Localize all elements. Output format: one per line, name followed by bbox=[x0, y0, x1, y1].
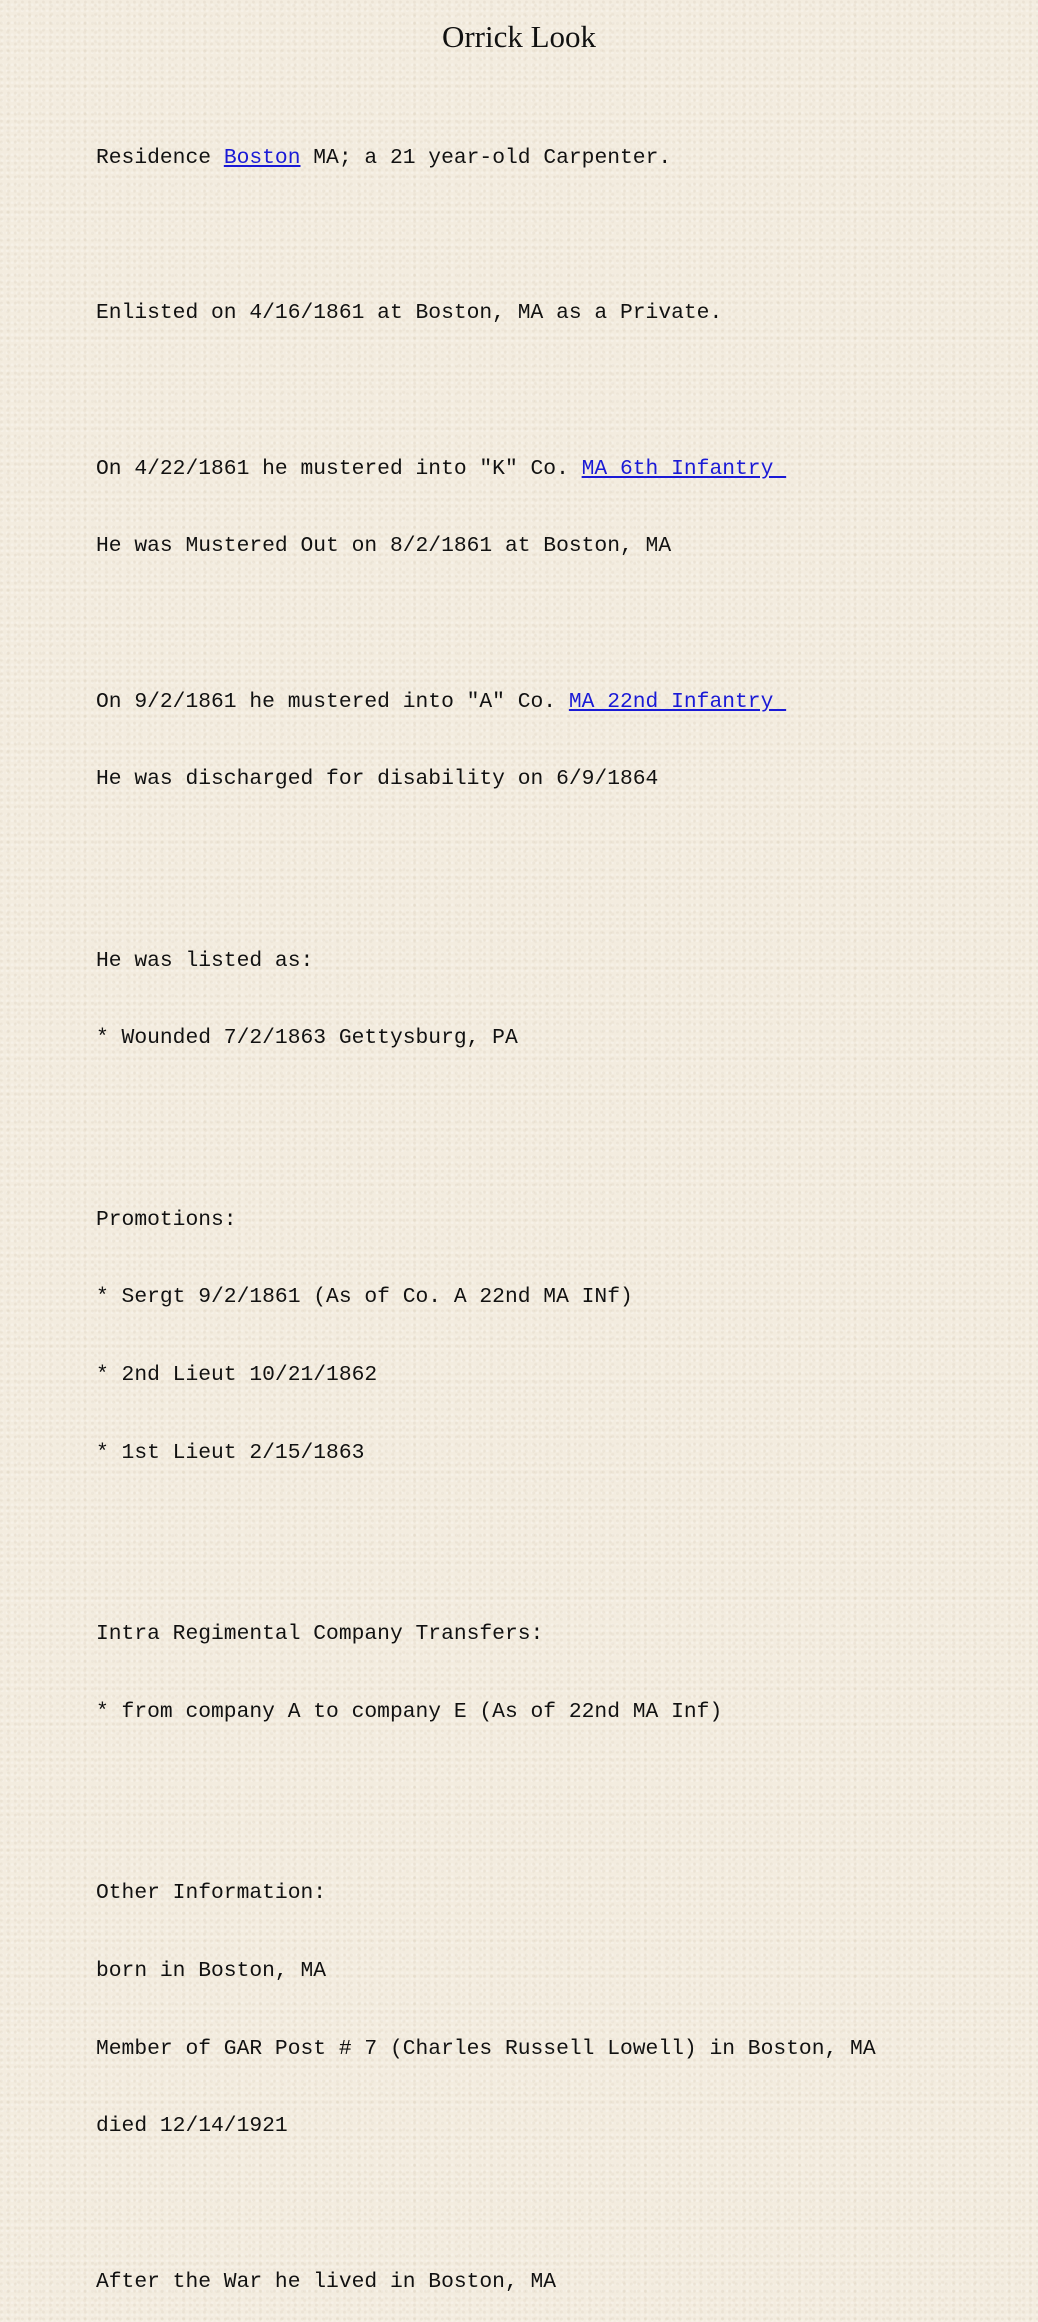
unit-link-ma-6th-infantry[interactable]: MA 6th Infantry bbox=[581, 456, 787, 481]
muster-prefix: On 9/2/1861 he mustered into "A" Co. bbox=[96, 689, 569, 714]
other-info-item: born in Boston, MA bbox=[96, 1958, 327, 1983]
unit-link-ma-22nd-infantry[interactable]: MA 22nd Infantry bbox=[568, 689, 787, 714]
enlisted-line: Enlisted on 4/16/1861 at Boston, MA as a Private. bbox=[96, 301, 723, 326]
residence-suffix: MA; a 21 year-old Carpenter. bbox=[300, 145, 672, 170]
residence-place-link[interactable]: Boston bbox=[223, 145, 301, 170]
page-title: Orrick Look bbox=[441, 19, 597, 54]
muster-detail: He was Mustered Out on 8/2/1861 at Boston, MA bbox=[96, 534, 672, 559]
soldier-record bbox=[96, 94, 876, 2322]
promotion-item: * 2nd Lieut 10/21/1862 bbox=[96, 1363, 378, 1388]
other-info-heading: Other Information: bbox=[96, 1881, 327, 1906]
transfer-item: * from company A to company E (As of 22nd MA Inf) bbox=[96, 1699, 723, 1724]
residence-line bbox=[96, 146, 876, 172]
other-info-item: Member of GAR Post # 7 (Charles Russell Lowell) in Boston, MA bbox=[96, 2036, 876, 2061]
listed-item: * Wounded 7/2/1863 Gettysburg, PA bbox=[96, 1026, 518, 1051]
promotions-heading: Promotions: bbox=[96, 1207, 237, 1232]
muster-line bbox=[96, 457, 876, 483]
muster-line bbox=[96, 690, 876, 716]
residence-prefix: Residence bbox=[96, 145, 224, 170]
muster-prefix: On 4/22/1861 he mustered into "K" Co. bbox=[96, 456, 582, 481]
muster-detail: He was discharged for disability on 6/9/1864 bbox=[96, 767, 659, 792]
promotion-item: * Sergt 9/2/1861 (As of Co. A 22nd MA INf) bbox=[96, 1285, 633, 1310]
promotion-item: * 1st Lieut 2/15/1863 bbox=[96, 1440, 365, 1465]
other-info-item: died 12/14/1921 bbox=[96, 2114, 288, 2139]
transfers-heading: Intra Regimental Company Transfers: bbox=[96, 1622, 544, 1647]
after-war-line: After the War he lived in Boston, MA bbox=[96, 2269, 557, 2294]
listed-heading: He was listed as: bbox=[96, 948, 314, 973]
